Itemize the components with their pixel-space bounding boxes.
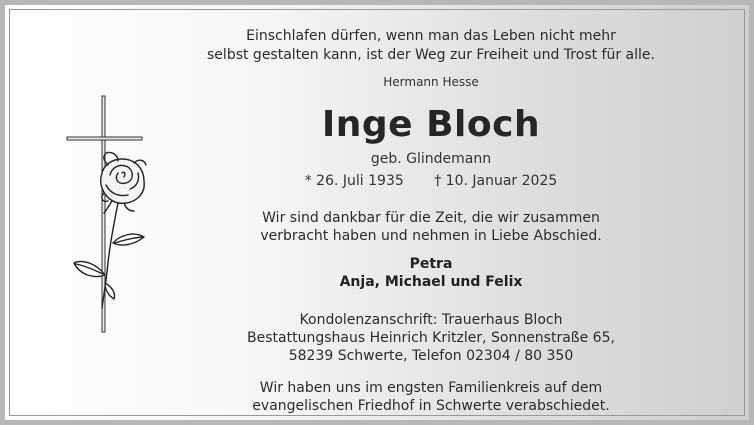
birth-date: * 26. Juli 1935	[304, 173, 404, 189]
family-signatures	[175, 255, 687, 291]
thanks-line: verbracht haben und nehmen in Liebe Abschied.	[260, 228, 602, 244]
obituary-text	[175, 27, 687, 415]
quote-line: Einschlafen dürfen, wenn man das Leben nicht mehr	[246, 28, 616, 44]
family-line: Petra	[409, 256, 453, 272]
condolence-line: Bestattungshaus Heinrich Kritzler, Sonnenstraße 65,	[247, 330, 615, 346]
family-line: Anja, Michael und Felix	[339, 274, 523, 290]
quote-author: Hermann Hesse	[383, 75, 479, 89]
death-date: † 10. Januar 2025	[434, 173, 558, 189]
life-dates	[175, 173, 687, 189]
cross-icon	[67, 96, 142, 332]
burial-notice	[175, 379, 687, 415]
condolence-address	[175, 311, 687, 365]
quote-line: selbst gestalten kann, ist der Weg zur Freiheit und Trost für alle.	[207, 47, 655, 63]
cross-with-rose-icon	[60, 93, 160, 333]
burial-line: evangelischen Friedhof in Schwerte verabschiedet.	[252, 398, 610, 414]
condolence-line: 58239 Schwerte, Telefon 02304 / 80 350	[288, 348, 574, 364]
rose-icon	[74, 152, 146, 308]
quote	[175, 27, 687, 65]
thanks-message	[175, 209, 687, 245]
birth-name: geb. Glindemann	[370, 151, 492, 167]
condolence-line: Kondolenzanschrift: Trauerhaus Bloch	[299, 312, 563, 328]
burial-line: Wir haben uns im engsten Familienkreis auf dem	[259, 380, 603, 396]
thanks-line: Wir sind dankbar für die Zeit, die wir zusammen	[262, 210, 600, 226]
deceased-name: Inge Bloch	[321, 104, 541, 145]
